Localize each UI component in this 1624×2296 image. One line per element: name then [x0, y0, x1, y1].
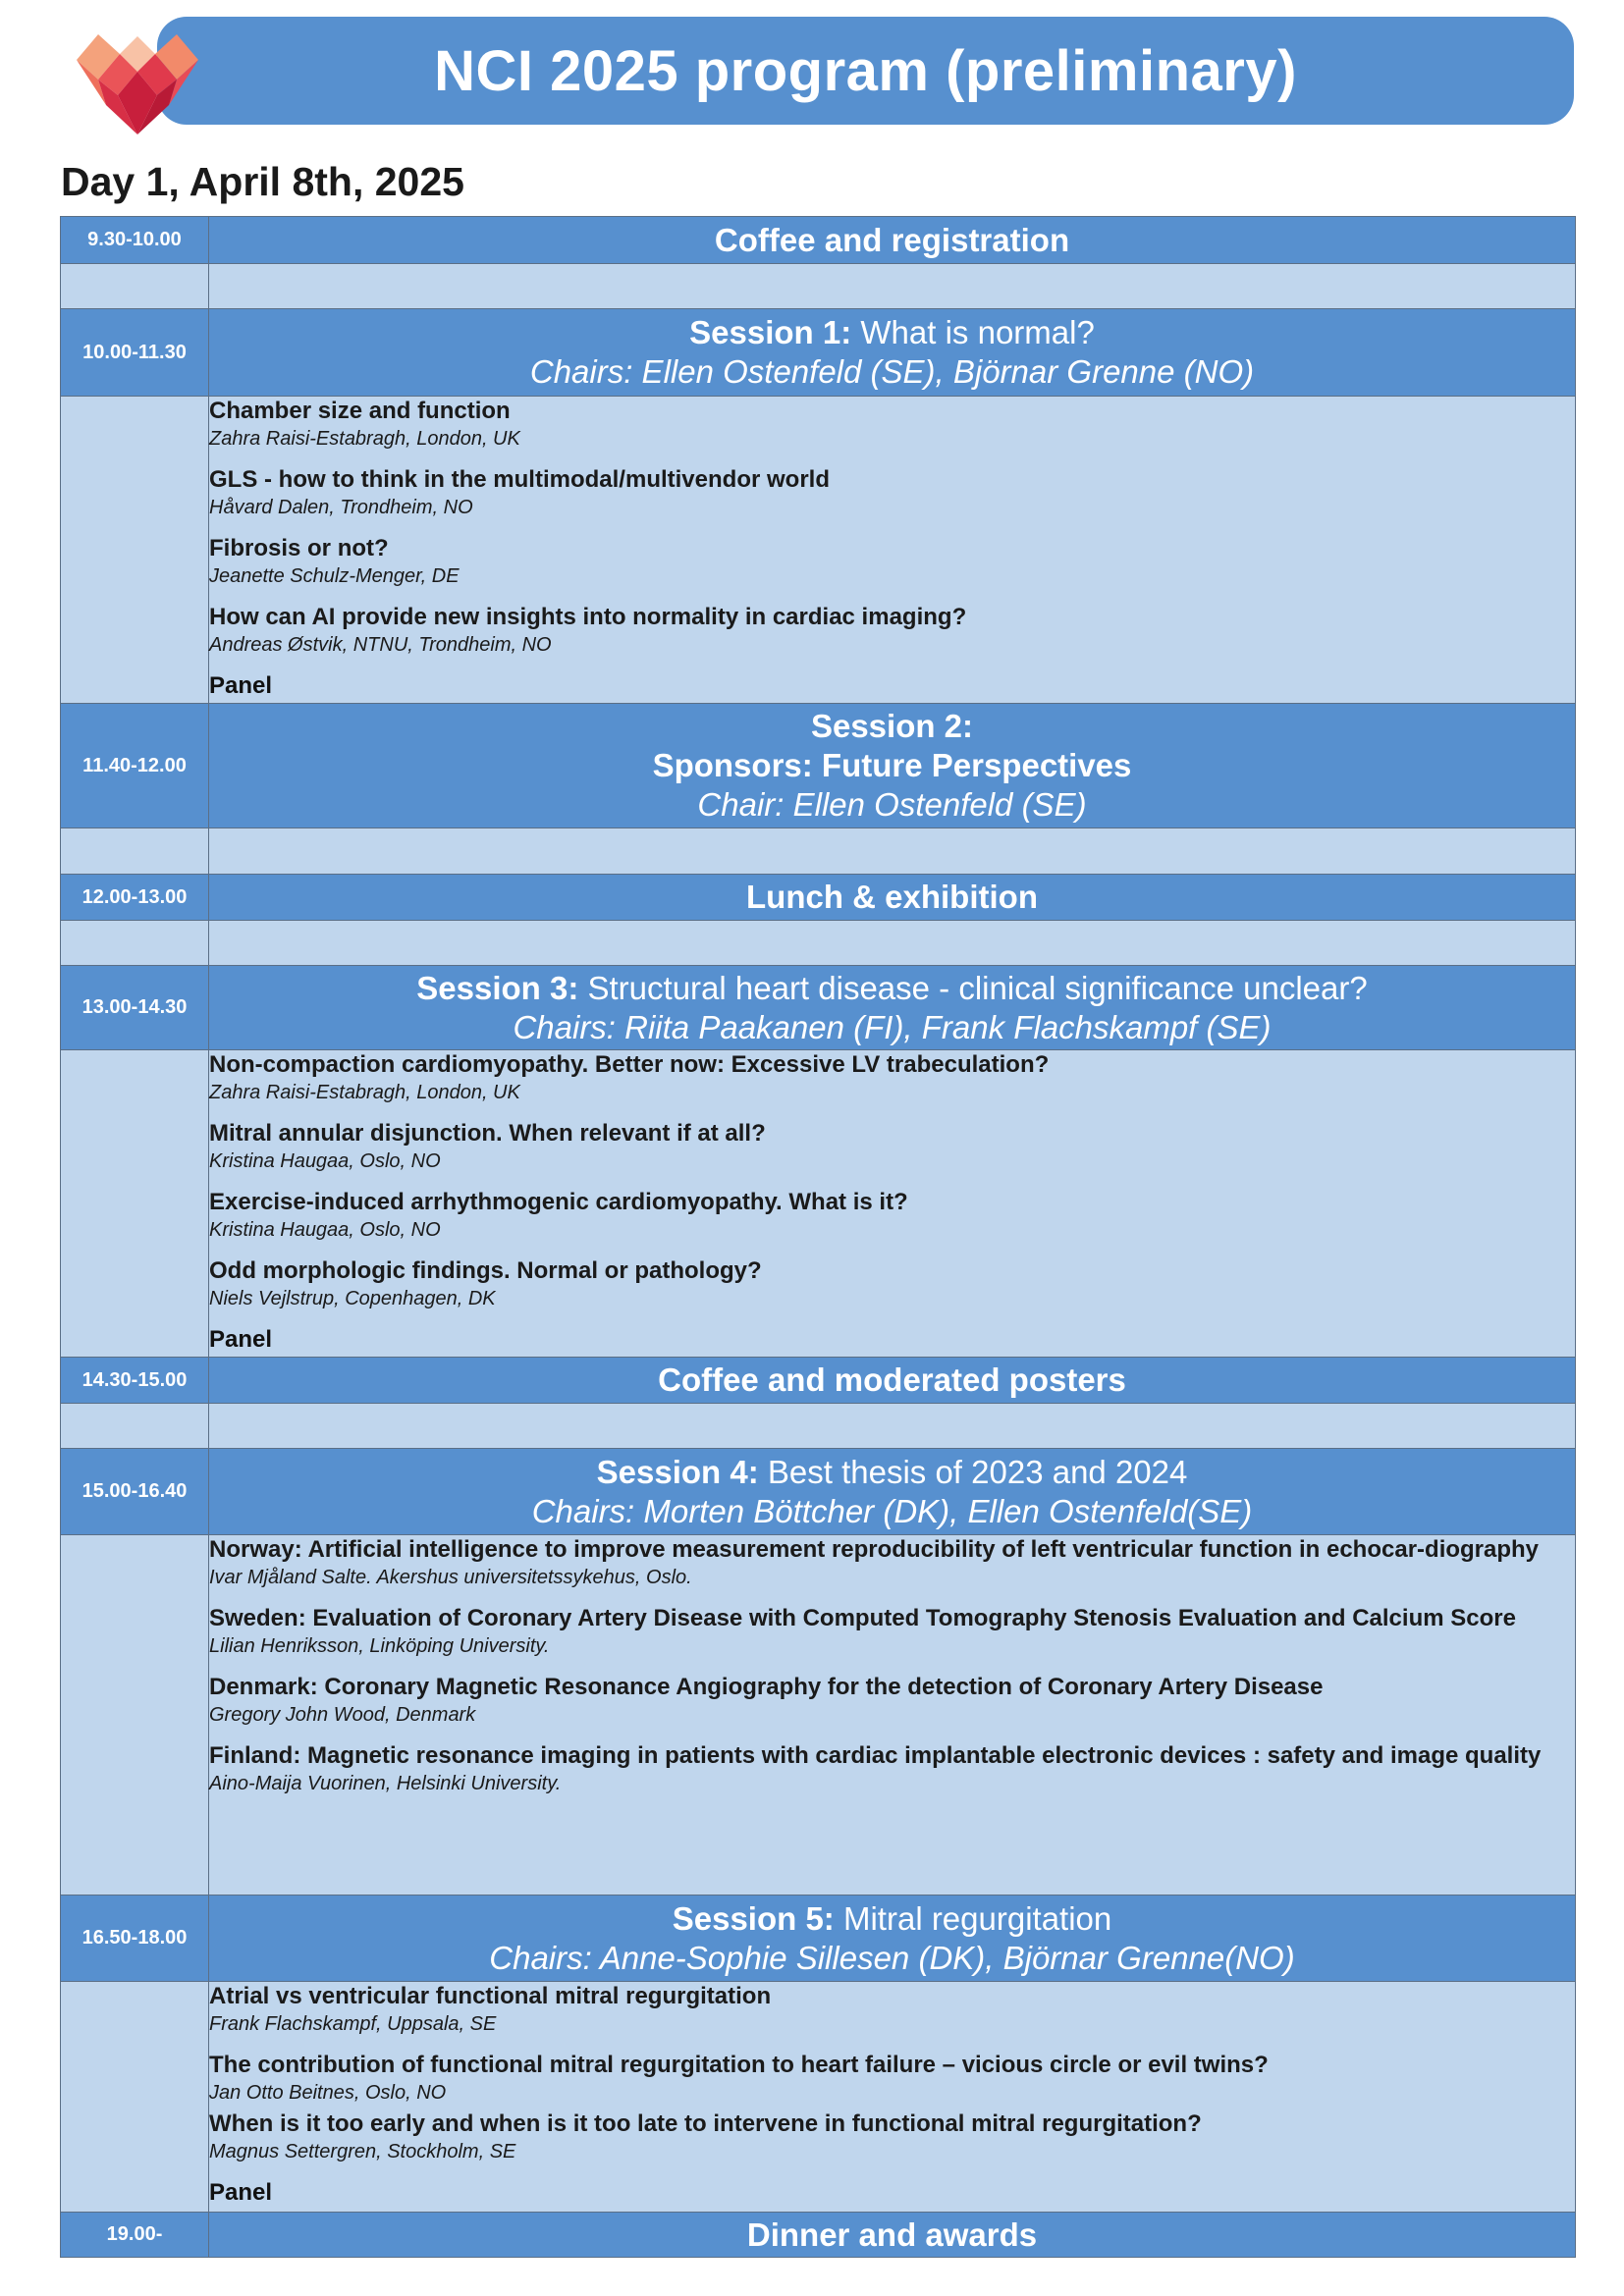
session-header — [209, 966, 1576, 1050]
talk-list-row — [61, 397, 1576, 704]
session-chairs: Chairs: Morten Böttcher (DK), Ellen Ostenfeld(SE) — [531, 1492, 1253, 1529]
table-row — [61, 217, 1576, 264]
panel-label: Panel — [209, 1326, 273, 1353]
page-title: NCI 2025 program (preliminary) — [434, 38, 1297, 103]
spacer-row — [61, 828, 1576, 875]
talk-list-row — [61, 1050, 1576, 1358]
talk-speaker: Kristina Haugaa, Oslo, NO — [209, 1219, 441, 1241]
session-label: Session 3: — [416, 969, 579, 1006]
break-title: Dinner and awards — [209, 2213, 1576, 2258]
talk-speaker: Lilian Henriksson, Linköping University. — [209, 1635, 550, 1657]
session-header-row — [61, 1896, 1576, 1982]
talk-title: Denmark: Coronary Magnetic Resonance Angiography for the detection of Coronary Artery Disease — [209, 1674, 1324, 1700]
session-chairs: Chair: Ellen Ostenfeld (SE) — [697, 786, 1087, 823]
time-cell: 19.00- — [61, 2213, 209, 2258]
talk-speaker: Andreas Østvik, NTNU, Trondheim, NO — [209, 634, 552, 656]
session-subtitle: Structural heart disease - clinical significance unclear? — [587, 969, 1368, 1006]
time-cell: 12.00-13.00 — [61, 875, 209, 921]
talk-speaker: Håvard Dalen, Trondheim, NO — [209, 497, 473, 518]
panel-label: Panel — [209, 672, 273, 699]
session-header — [209, 1449, 1576, 1535]
day-heading: Day 1, April 8th, 2025 — [61, 159, 464, 204]
talk-speaker: Zahra Raisi-Estabragh, London, UK — [209, 428, 520, 450]
session-chairs: Chairs: Anne-Sophie Sillesen (DK), Björnar Grenne(NO) — [489, 1939, 1295, 1976]
talk-title: Sweden: Evaluation of Coronary Artery Disease with Computed Tomography Stenosis Evaluation and Calcium Score — [209, 1605, 1516, 1631]
talk-list — [209, 1050, 1576, 1358]
talk-speaker: Frank Flachskampf, Uppsala, SE — [209, 2013, 497, 2035]
table-row — [61, 1358, 1576, 1404]
talk-title: Finland: Magnetic resonance imaging in patients with cardiac implantable electronic devices : safety and image quality — [209, 1742, 1542, 1769]
talk-title: Odd morphologic findings. Normal or pathology? — [209, 1257, 762, 1284]
session-header-row — [61, 309, 1576, 397]
talk-title: When is it too early and when is it too late to intervene in functional mitral regurgitation? — [209, 2110, 1202, 2137]
talk-speaker: Jan Otto Beitnes, Oslo, NO — [209, 2082, 447, 2104]
talk-title: The contribution of functional mitral regurgitation to heart failure – vicious circle or evil twins? — [209, 2052, 1269, 2078]
session-chairs: Chairs: Riita Paakanen (FI), Frank Flachskampf (SE) — [513, 1008, 1272, 1045]
talk-title: GLS - how to think in the multimodal/multivendor world — [209, 466, 830, 493]
talk-title: Exercise-induced arrhythmogenic cardiomyopathy. What is it? — [209, 1189, 908, 1215]
heart-logo-icon — [73, 27, 202, 138]
talk-title: Non-compaction cardiomyopathy. Better now: Excessive LV trabeculation? — [209, 1051, 1050, 1078]
spacer-row — [61, 264, 1576, 309]
talk-title: Norway: Artificial intelligence to improve measurement reproducibility of left ventricular function in echocar-diography — [209, 1536, 1540, 1563]
talk-speaker: Kristina Haugaa, Oslo, NO — [209, 1150, 441, 1172]
talk-speaker: Jeanette Schulz-Menger, DE — [209, 565, 460, 587]
session-subtitle: What is normal? — [860, 314, 1095, 350]
talk-title: Fibrosis or not? — [209, 535, 389, 561]
session-header-row — [61, 1449, 1576, 1535]
session-header — [209, 704, 1576, 828]
break-title: Coffee and registration — [209, 217, 1576, 264]
talk-title: Mitral annular disjunction. When relevant if at all? — [209, 1120, 766, 1147]
talk-title: Atrial vs ventricular functional mitral regurgitation — [209, 1983, 772, 2009]
session-header — [209, 1896, 1576, 1982]
talk-speaker: Aino-Maija Vuorinen, Helsinki University. — [209, 1773, 562, 1794]
talk-speaker: Ivar Mjåland Salte. Akershus universitetssykehus, Oslo. — [209, 1567, 692, 1588]
break-title: Lunch & exhibition — [209, 875, 1576, 921]
panel-label: Panel — [209, 2179, 273, 2206]
time-cell: 14.30-15.00 — [61, 1358, 209, 1404]
session-header-row — [61, 966, 1576, 1050]
session-header — [209, 309, 1576, 397]
time-cell: 10.00-11.30 — [61, 309, 209, 397]
session-chairs: Chairs: Ellen Ostenfeld (SE), Björnar Grenne (NO) — [529, 353, 1255, 390]
session-label: Session 1: — [689, 314, 852, 350]
spacer-row — [61, 1404, 1576, 1449]
time-cell: 13.00-14.30 — [61, 966, 209, 1050]
talk-list — [209, 397, 1576, 704]
talk-title: Chamber size and function — [209, 398, 511, 424]
table-row — [61, 875, 1576, 921]
spacer-row — [61, 921, 1576, 966]
session-label: Session 5: — [672, 1899, 835, 1937]
session-subtitle: Sponsors: Future Perspectives — [652, 747, 1132, 783]
session-header-row — [61, 704, 1576, 828]
time-cell: 16.50-18.00 — [61, 1896, 209, 1982]
talk-list — [209, 1535, 1576, 1896]
header-banner — [157, 17, 1574, 125]
talk-list — [209, 1982, 1576, 2213]
table-row — [61, 2213, 1576, 2258]
time-cell: 9.30-10.00 — [61, 217, 209, 264]
talk-speaker: Magnus Settergren, Stockholm, SE — [209, 2141, 516, 2163]
talk-list-row — [61, 1982, 1576, 2213]
talk-speaker: Niels Vejlstrup, Copenhagen, DK — [209, 1288, 496, 1309]
talk-list-row — [61, 1535, 1576, 1896]
talk-speaker: Gregory John Wood, Denmark — [209, 1704, 476, 1726]
talk-title: How can AI provide new insights into normality in cardiac imaging? — [209, 604, 967, 630]
program-table — [60, 216, 1576, 2258]
session-label: Session 4: — [596, 1453, 759, 1490]
session-subtitle: Best thesis of 2023 and 2024 — [767, 1453, 1188, 1490]
talk-speaker: Zahra Raisi-Estabragh, London, UK — [209, 1082, 520, 1103]
time-cell: 15.00-16.40 — [61, 1449, 209, 1535]
session-subtitle: Mitral regurgitation — [842, 1899, 1112, 1937]
time-cell: 11.40-12.00 — [61, 704, 209, 828]
break-title: Coffee and moderated posters — [209, 1358, 1576, 1404]
session-label: Session 2: — [810, 708, 974, 744]
